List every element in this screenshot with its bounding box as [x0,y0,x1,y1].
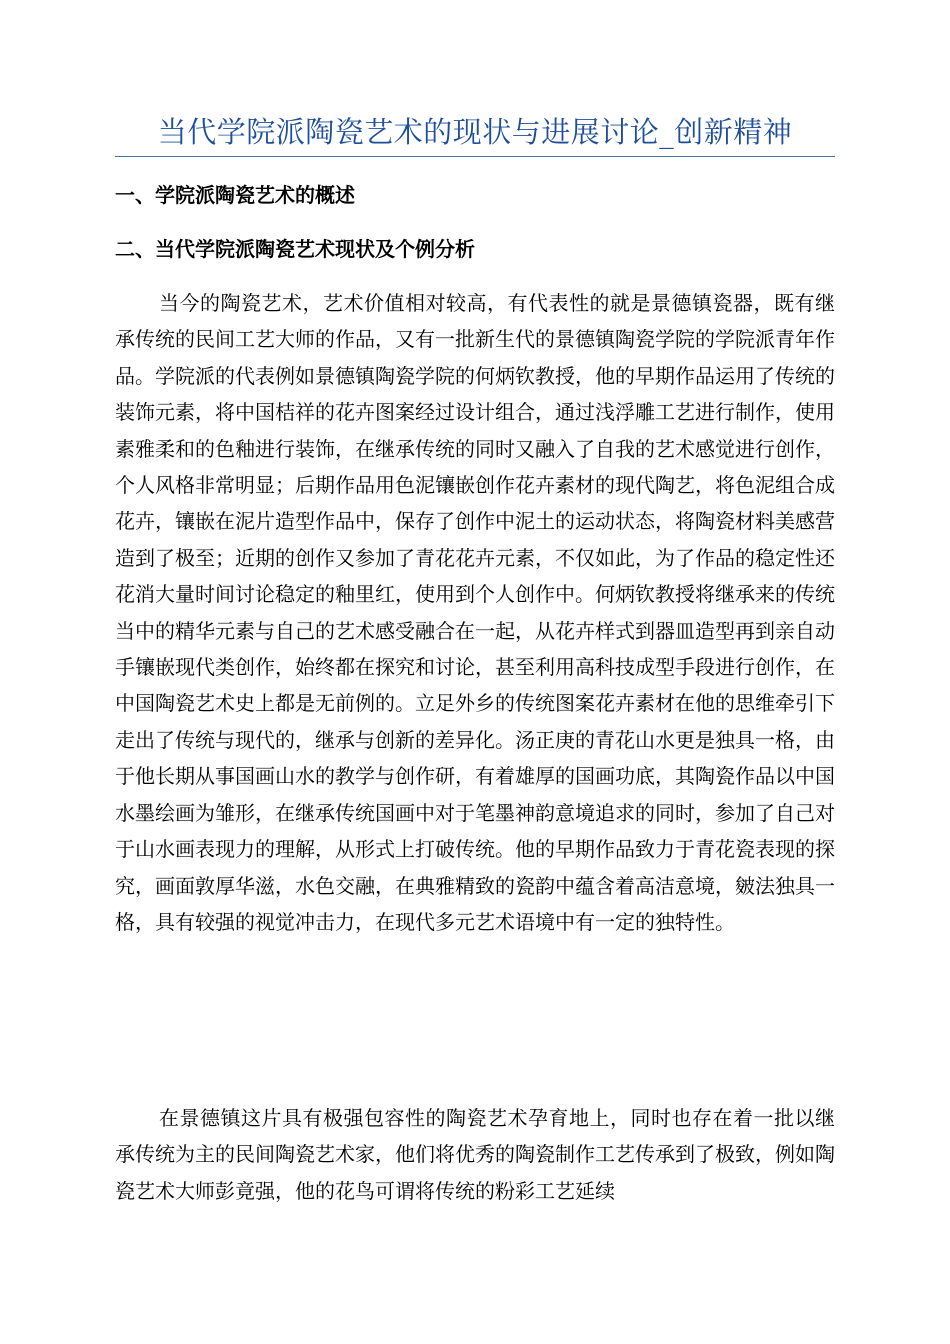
section-heading-status: 二、当代学院派陶瓷艺术现状及个例分析 [115,237,475,261]
title-block [115,112,835,157]
page-title: 当代学院派陶瓷艺术的现状与进展讨论_创新精神 [157,115,793,149]
section-heading-overview: 一、学院派陶瓷艺术的概述 [115,183,355,207]
body-paragraph: 当今的陶瓷艺术，艺术价值相对较高，有代表性的就是景德镇瓷器，既有继承传统的民间工艺大师的作品，又有一批新生代的景德镇陶瓷学院的学院派青年作品。学院派的代表例如景德镇陶瓷学院的何炳钦教授，他的早期作品运用了传统的装饰元素，将中国桔祥的花卉图案经过设计组合，通过浅浮雕工艺进行制作，使用素雅柔和的色釉进行装饰，在继承传统的同时又融入了自我的艺术感觉进行创作，个人风格非常明显；后期作品用色泥镶嵌创作花卉素材的现代陶艺，将色泥组合成花卉，镶嵌在泥片造型作品中，保存了创作中泥土的运动状态，将陶瓷材料美感营造到了极至；近期的创作又参加了青花花卉元素，不仅如此，为了作品的稳定性还花消大量时间讨论稳定的釉里红，使用到个人创作中。何炳钦教授将继承来的传统当中的精华元素与自己的艺术感受融合在一起，从花卉样式到器皿造型再到亲自动手镶嵌现代类创作，始终都在探究和讨论，甚至利用高科技成型手段进行创作，在中国陶瓷艺术史上都是无前例的。立足外乡的传统图案花卉素材在他的思维牵引下走出了传统与现代的，继承与创新的差异化。汤正庚的青花山水更是独具一格，由于他长期从事国画山水的教学与创作研，有着雄厚的国画功底，其陶瓷作品以中国水墨绘画为雏形，在继承传统国画中对于笔墨神韵意境追求的同时，参加了自己对于山水画表现力的理解，从形式上打破传统。他的早期作品致力于青花瓷表现的探究，画面敦厚华滋，水色交融，在典雅精致的瓷韵中蕴含着高洁意境，皴法独具一格，具有较强的视觉冲击力，在现代多元艺术语境中有一定的独特性。 [115,291,835,934]
body-paragraph: 在景德镇这片具有极强包容性的陶瓷艺术孕育地上，同时也存在着一批以继承传统为主的民间陶瓷艺术家，他们将优秀的陶瓷制作工艺传承到了极致，例如陶瓷艺术大师彭竟强，他的花鸟可谓将传统的粉彩工艺延续 [115,1106,835,1203]
